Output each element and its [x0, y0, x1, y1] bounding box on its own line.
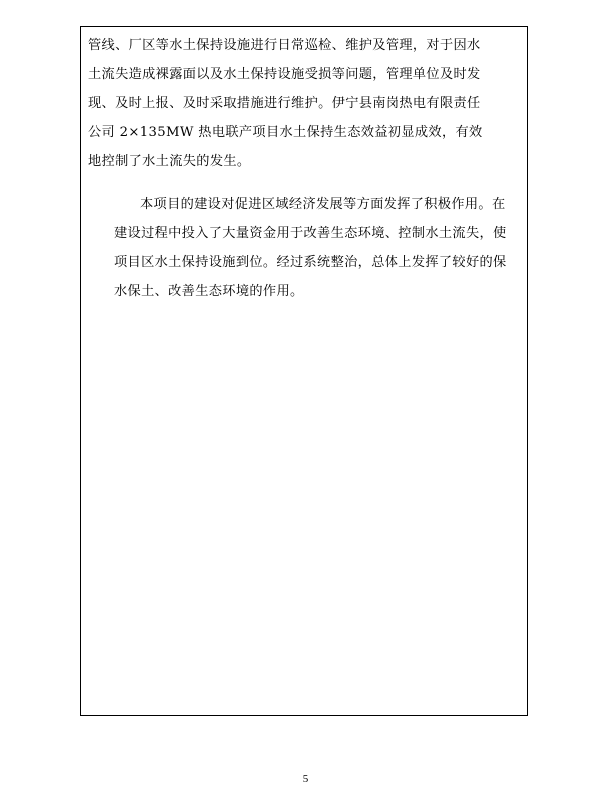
paragraph-2-line: 水保土、改善生态环境的作用。	[114, 284, 304, 299]
paragraph-1-line: 现、及时上报、及时采取措施进行维护。伊宁县南岗热电有限责任	[88, 96, 481, 111]
paragraph-2-line: 本项目的建设对促进区域经济发展等方面发挥了积极作用。在	[140, 197, 506, 212]
paragraph-2-line: 建设过程中投入了大量资金用于改善生态环境、控制水土流失，使	[114, 226, 507, 241]
paragraph-1-line: 公司 2×135MW 热电联产项目水土保持生态效益初显成效，有效	[88, 125, 483, 140]
paragraph-1	[88, 31, 524, 176]
paragraph-2	[88, 190, 524, 306]
paragraph-1-line: 土流失造成裸露面以及水土保持设施受损等问题，管理单位及时发	[88, 67, 481, 82]
paragraph-1-line: 管线、厂区等水土保持设施进行日常巡检、维护及管理，对于因水	[88, 38, 481, 53]
page-number: 5	[302, 773, 309, 785]
paragraph-1-line: 地控制了水土流失的发生。	[88, 154, 251, 169]
paragraph-2-line: 项目区水土保持设施到位。经过系统整治，总体上发挥了较好的保	[114, 255, 507, 270]
